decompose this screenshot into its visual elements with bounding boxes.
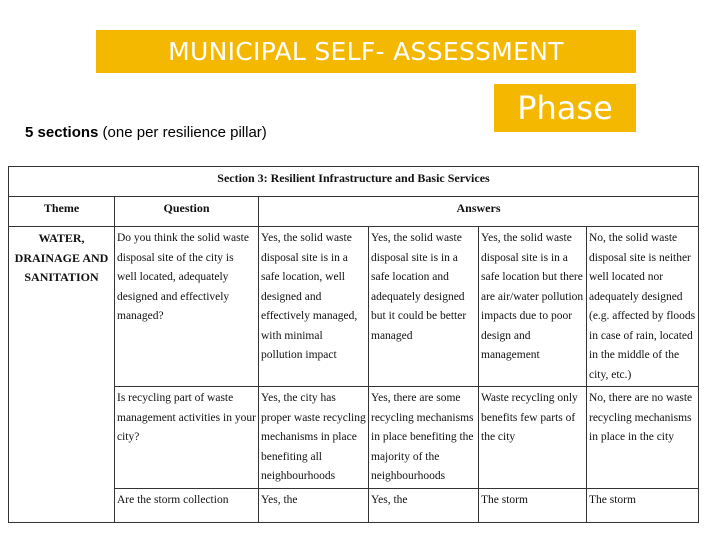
answer-cell: Yes, the solid waste disposal site is in a safe location but there are air/water pollution impacts due to poor design and management: [479, 227, 587, 387]
subtitle: [25, 124, 267, 141]
theme-cell: WATER, DRAINAGE AND SANITATION: [9, 227, 115, 523]
phase-badge: [494, 84, 636, 132]
column-header-answers: Answers: [259, 197, 699, 227]
answer-cell: Yes, the solid waste disposal site is in a safe location and adequately designed but it could be better managed: [369, 227, 479, 387]
table-row: [9, 227, 699, 387]
answer-cell: Yes, the: [259, 488, 369, 522]
answer-cell: Yes, there are some recycling mechanisms in place benefiting the majority of the neighbourhoods: [369, 387, 479, 489]
subtitle-rest: (one per resilience pillar): [98, 124, 267, 141]
answer-cell: The storm: [587, 488, 699, 522]
column-header-question: Question: [115, 197, 259, 227]
answer-cell: Yes, the solid waste disposal site is in a safe location, well designed and effectively managed, with minimal pollution impact: [259, 227, 369, 387]
answer-cell: No, the solid waste disposal site is neither well located nor adequately designed (e.g. affected by floods in case of rain, located in the middle of the city, etc.): [587, 227, 699, 387]
subtitle-bold: 5 sections: [25, 124, 99, 141]
section-title: Section 3: Resilient Infrastructure and Basic Services: [9, 167, 699, 197]
title-banner: [96, 30, 636, 73]
assessment-table-container: [8, 166, 698, 506]
phase-label: Phase: [517, 89, 613, 127]
column-header-theme: Theme: [9, 197, 115, 227]
page-title: MUNICIPAL SELF- ASSESSMENT: [168, 37, 564, 66]
answer-cell: Yes, the city has proper waste recycling mechanisms in place benefiting all neighbourhoods: [259, 387, 369, 489]
question-cell: Is recycling part of waste management activities in your city?: [115, 387, 259, 489]
answer-cell: Waste recycling only benefits few parts of the city: [479, 387, 587, 489]
question-cell: Do you think the solid waste disposal site of the city is well located, adequately designed and effectively managed?: [115, 227, 259, 387]
question-cell: Are the storm collection: [115, 488, 259, 522]
answer-cell: No, there are no waste recycling mechanisms in place in the city: [587, 387, 699, 489]
answer-cell: The storm: [479, 488, 587, 522]
answer-cell: Yes, the: [369, 488, 479, 522]
assessment-table: [8, 166, 699, 523]
